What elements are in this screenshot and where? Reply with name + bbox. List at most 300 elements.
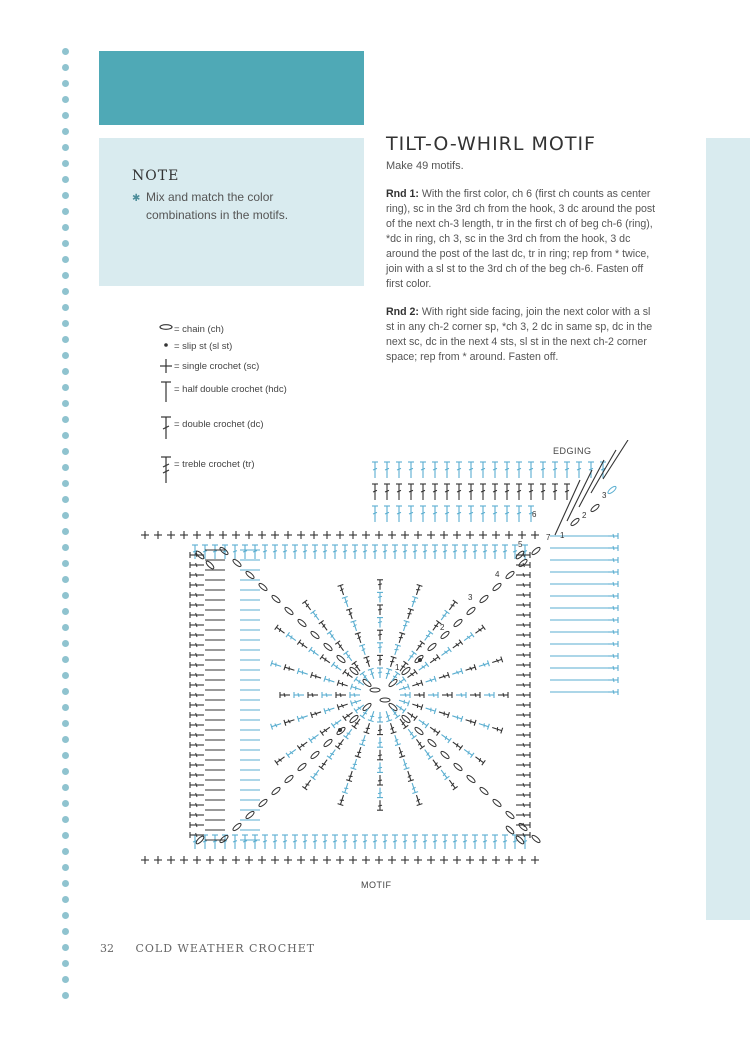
dc-stitch [372,835,378,849]
dc-stitch [331,662,343,673]
dc-stitch [428,725,440,736]
dc-stitch [411,680,422,689]
dc-stitch [222,545,228,559]
dc-stitch [516,732,530,738]
dc-stitch [392,644,401,655]
dc-stitch [474,754,486,765]
border-dot [62,528,69,535]
dc-stitch [516,812,530,818]
dc-stitch [342,545,348,559]
dc-stitch [377,712,383,722]
dc-stitch [432,545,438,559]
chain-stitch [310,630,320,639]
crochet-chart [140,440,630,900]
pattern-title: TILT-O-WHIRL MOTIF [386,133,596,155]
dc-stitch [343,710,355,721]
note-title: NOTE [132,168,180,184]
border-dot [62,992,69,999]
dc-stitch [309,732,321,743]
dc-stitch [420,462,426,478]
dc-stitch [516,602,530,608]
note-box [99,138,364,286]
dc-stitch [492,484,498,500]
border-dot [62,432,69,439]
dc-stitch [522,835,528,849]
dc-stitch [335,641,346,653]
dc-stitch [608,557,618,563]
dc-stitch [262,835,268,849]
dc-stitch [297,668,308,677]
dc-stitch [202,835,208,849]
legend-label: = treble crochet (tr) [174,459,255,470]
dc-stitch [377,762,383,772]
dc-stitch [516,652,530,658]
dc-stitch [608,533,618,539]
dc-stitch [360,707,371,719]
chain-stitch [271,594,281,603]
dc-stitch [364,656,373,667]
dc-stitch [275,754,287,765]
edging-label: EDGING [553,446,592,456]
note-text: Mix and match the color combinations in the motifs. [146,190,289,222]
border-dot [62,48,69,55]
dc-stitch [478,660,489,669]
dc-stitch [377,788,383,798]
border-dot [62,416,69,423]
dc-stitch [451,640,463,651]
dc-stitch [442,835,448,849]
tr-stitch [603,440,628,479]
dc-stitch [472,545,478,559]
border-dot [62,912,69,919]
dc-stitch [252,545,258,559]
dc-stitch [504,462,510,478]
border-dot [62,496,69,503]
dc-stitch [408,484,414,500]
dc-stitch [414,585,423,596]
dc-stitch [564,484,570,500]
dc-stitch [190,672,204,678]
border-dot [62,720,69,727]
dc-stitch [482,835,488,849]
dc-stitch [377,750,383,760]
dc-stitch [362,835,368,849]
dc-stitch [428,692,438,698]
dc-stitch [516,692,530,698]
dc-stitch [352,835,358,849]
dc-stitch [190,602,204,608]
dc-stitch [286,747,298,758]
dc-stitch [377,592,383,602]
dc-stitch [528,484,534,500]
dc-stitch [359,644,368,655]
dc-stitch [282,545,288,559]
chain-stitch [531,546,541,555]
dc-stitch [452,835,458,849]
border-dot [62,896,69,903]
dc-stitch [396,484,402,500]
dc-stitch [432,462,438,478]
dc-stitch [422,748,433,760]
border-dot [62,448,69,455]
dc-stitch [440,647,452,658]
legend-item-double-crochet [158,415,358,435]
dc-stitch [516,622,530,628]
dc-stitch [232,545,238,559]
dc-stitch [242,835,248,849]
dc-stitch [327,748,338,760]
header-color-block [99,51,364,125]
dc-stitch [444,484,450,500]
dc-stitch [516,762,530,768]
dc-stitch [212,835,218,849]
dc-stitch [319,620,330,632]
dc-stitch [190,582,204,588]
border-dot [62,80,69,87]
dc-stitch [516,612,530,618]
dc-stitch [232,835,238,849]
legend-item-single-crochet [158,357,358,377]
border-dot [62,960,69,967]
dc-stitch [528,462,534,478]
legend-label: = double crochet (dc) [174,419,264,430]
dc-stitch [382,545,388,559]
border-dot [62,64,69,71]
dc-stitch [516,672,530,678]
dc-stitch [190,652,204,658]
border-dot [62,880,69,887]
dc-stitch [212,545,218,559]
dc-stitch [384,484,390,500]
border-dot [62,400,69,407]
dc-stitch [302,545,308,559]
dc-stitch [377,605,383,615]
dc-stitch [359,734,368,745]
border-dot [62,192,69,199]
dc-stitch [608,677,618,683]
dc-stitch [190,612,204,618]
border-dot [62,384,69,391]
border-dot [62,928,69,935]
dc-stitch [297,713,308,722]
dc-stitch [398,684,409,693]
dc-stitch [492,545,498,559]
dc-stitch [540,484,546,500]
dc-stitch [414,738,425,750]
dc-stitch [242,545,248,559]
dc-stitch [417,662,429,673]
dc-stitch [502,835,508,849]
dc-stitch [432,484,438,500]
dc-stitch [302,835,308,849]
round-1-text: With the first color, ch 6 (first ch counts as center ring), sc in the 3rd ch from the hook, 3 dc around the post of the next ch-3 length, tr in the first ch of beg ch-6 (ring), *dc in ring, ch 3, sc in the 3rd ch from the hook, 3 dc around the post of the last dc, tr in ring; rep from * twice, join with a sl st to the 3rd ch of the beg ch-6. Fasten off first color. [386,188,656,290]
dc-stitch [608,569,618,575]
pattern-subtitle: Make 49 motifs. [386,160,464,172]
tr-stitch [591,450,616,493]
dc-stitch [422,631,433,643]
dc-stitch [284,717,295,726]
dc-stitch [444,462,450,478]
border-dot [62,176,69,183]
dc-stitch [408,462,414,478]
dc-stitch [312,545,318,559]
dc-stitch [608,617,618,623]
border-dot [62,480,69,487]
border-dot [62,848,69,855]
dc-stitch [271,660,282,669]
dc-stitch [377,580,383,590]
dc-stitch [308,692,318,698]
chain-stitch [323,738,333,747]
dc-stitch [608,545,618,551]
dc-stitch [351,697,362,706]
dc-stitch [297,640,309,651]
dc-stitch [452,545,458,559]
dc-stitch [311,672,322,681]
chain-stitch [323,642,333,651]
dc-stitch [202,545,208,559]
dc-stitch [190,722,204,728]
round-2-label: Rnd 2: [386,306,419,318]
dc-stitch [425,676,436,685]
legend-label: = single crochet (sc) [174,361,260,372]
border-dot [62,336,69,343]
dc-stitch [516,632,530,638]
round-1-label: Rnd 1: [386,188,419,200]
border-dot [62,784,69,791]
dc-stitch [516,722,530,728]
dc-stitch [346,770,355,781]
chain-stitch [427,738,437,747]
dc-stitch [319,758,330,770]
dc-stitch [342,596,351,607]
round-number: 7 [546,533,551,542]
dc-stitch [412,835,418,849]
dc-stitch [342,782,351,793]
dc-stitch [411,701,422,710]
dc-stitch [484,692,494,698]
dc-stitch [312,835,318,849]
dc-stitch [377,725,383,735]
dc-stitch [396,746,405,757]
dc-stitch [516,506,522,522]
dc-stitch [368,668,377,679]
round-number: 5 [518,540,523,549]
border-dot [62,944,69,951]
dc-stitch [420,484,426,500]
dc-stitch [504,506,510,522]
dc-stitch [190,622,204,628]
border-dot [62,224,69,231]
chain-stitch [380,698,390,702]
border-dot [62,560,69,567]
dc-stitch [190,792,204,798]
dc-stitch [522,545,528,559]
dc-stitch [491,725,502,734]
chain-stitch [505,810,515,819]
dc-stitch [516,702,530,708]
border-dot [62,768,69,775]
dc-stitch [552,462,558,478]
motif-label: MOTIF [361,880,392,890]
chain-stitch [245,810,255,819]
dc-stitch [516,802,530,808]
dc-stitch [372,462,378,478]
border-dot [62,352,69,359]
dc-stitch [190,732,204,738]
border-dot [62,96,69,103]
dc-stitch [377,630,383,640]
round-2-text: With right side facing, join the next color with a sl st in any ch-2 corner sp, *ch 3, 2 dc in same sp, dc in the next sc, dc in the next 4 sts, sl st in the next ch-2 corner space; rep from * around. Fasten off. [386,306,653,363]
dc-stitch [384,462,390,478]
dc-stitch [451,713,462,722]
chain-stitch [205,560,215,570]
dc-stitch [332,835,338,849]
dc-stitch [480,462,486,478]
dc-stitch [286,632,298,643]
chain-stitch [479,594,489,603]
dc-stitch [322,835,328,849]
legend-item-slip-stitch [158,337,358,357]
dc-stitch [377,643,383,653]
dc-stitch [498,692,508,698]
dc-stitch [190,742,204,748]
legend-item-half-double-crochet [158,380,358,400]
border-dot [62,544,69,551]
dc-stitch [468,462,474,478]
round-1-instructions [386,187,658,292]
dc-stitch [516,772,530,778]
chain-stitch [284,774,294,783]
chain-stitch [515,835,525,845]
page-footer [100,942,315,955]
dc-stitch [451,668,462,677]
chain-stitch [492,582,502,591]
legend-label: = half double crochet (hdc) [174,384,287,395]
dc-stitch [388,722,397,733]
dc-stitch [190,572,204,578]
dc-stitch [444,506,450,522]
dc-stitch [355,632,364,643]
chain-stitch [607,485,617,494]
dc-stitch [504,484,510,500]
dc-stitch [425,705,436,714]
dc-stitch [190,592,204,598]
chain-stitch [370,688,380,692]
dc-stitch [552,484,558,500]
dc-stitch [456,506,462,522]
dc-stitch [432,506,438,522]
dc-stitch [275,625,287,636]
dc-stitch [482,545,488,559]
dc-stitch [372,484,378,500]
dc-stitch [302,600,313,612]
dc-stitch [282,835,288,849]
chain-stitch [284,606,294,615]
border-dot [62,864,69,871]
dc-stitch [430,758,441,770]
dc-stitch [474,625,486,636]
border-dot [62,736,69,743]
page-number: 32 [100,942,114,955]
dc-stitch [338,794,347,805]
border-dot [62,160,69,167]
dc-stitch [396,506,402,522]
dc-stitch [190,772,204,778]
dc-stitch [382,835,388,849]
dc-stitch [516,792,530,798]
dc-stitch [192,835,198,849]
chain-stitch [531,834,541,843]
dc-stitch [302,778,313,790]
dc-stitch [470,692,480,698]
dc-stitch [284,664,295,673]
dc-stitch [462,545,468,559]
dc-stitch [414,794,423,805]
dc-stitch [492,835,498,849]
chain-stitch [219,546,229,555]
chain-stitch [466,606,476,615]
dc-stitch [331,717,343,728]
dc-stitch [608,653,618,659]
dc-stitch [422,835,428,849]
dc-stitch [408,506,414,522]
dc-stitch [409,596,418,607]
dc-stitch [608,629,618,635]
dc-stitch [516,712,530,718]
chain-stitch [297,618,307,627]
dc-stitch [412,545,418,559]
dc-stitch [439,610,450,622]
dc-stitch [406,710,418,721]
dc-stitch [262,545,268,559]
dc-stitch [322,545,328,559]
note-bullet [132,188,354,224]
dc-stitch [337,680,348,689]
dc-stitch [392,545,398,559]
chain-stitch [310,750,320,759]
dc-stitch [608,605,618,611]
border-dot [62,656,69,663]
dc-stitch [350,692,360,698]
dc-stitch [368,710,377,721]
dc-stitch [438,672,449,681]
dc-stitch [414,692,424,698]
crochet-chart-svg [140,440,630,900]
dc-stitch [462,747,474,758]
dc-stitch [190,712,204,718]
dc-stitch [480,484,486,500]
dc-stitch [400,692,410,698]
dc-stitch [377,668,383,678]
border-dot [62,576,69,583]
dc-stitch [272,835,278,849]
round-number: 1 [395,663,400,672]
chain-stitch [492,798,502,807]
dc-stitch [516,582,530,588]
border-dot [62,368,69,375]
chain-stitch [453,762,463,771]
dc-stitch [190,692,204,698]
dc-stitch [420,506,426,522]
round-2-instructions [386,305,658,365]
dc-stitch [439,768,450,780]
dc-stitch [377,655,383,665]
dc-stitch [492,462,498,478]
dc-stitch [468,484,474,500]
dc-stitch [516,462,522,478]
dc-stitch [608,689,618,695]
